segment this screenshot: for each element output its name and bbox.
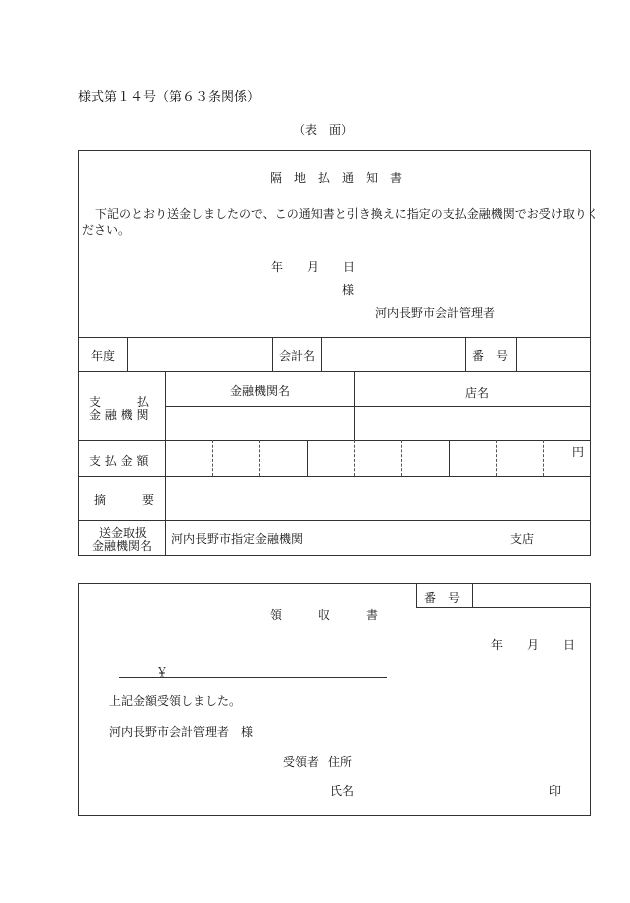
receipt-yen-symbol: ￥ [156,665,169,679]
summary-label: 摘 要 [94,493,155,507]
notice-date-day: 日 [343,260,356,274]
notice-honorific: 様 [342,283,355,297]
side-label: （表 面） [293,123,354,137]
account-name-label: 会計名 [279,349,316,363]
yen-unit: 円 [572,445,585,459]
form-number: 様式第１４号（第６３条関係） [78,90,261,105]
amount-underline [119,677,387,678]
bank-name-header: 金融機関名 [230,384,291,398]
recipient-label: 受領者 [283,755,320,769]
notice-date-year: 年 [271,260,284,274]
receipt-title: 領 収 書 [270,608,379,622]
notice-message-line1: 下記のとおり送金しましたので、この通知書と引き換えに指定の支払金融機関でお受け取りく [95,207,599,221]
paying-bank-label-top: 支 払 [89,395,150,409]
remit-bank-label-top: 送金取扱 [99,526,148,540]
fiscal-year-label: 年度 [91,349,116,363]
address-label: 住所 [328,755,353,769]
remit-bank-label-bottom: 金融機関名 [92,539,153,553]
notice-issuer: 河内長野市会計管理者 [375,306,496,320]
receipt-addressee: 河内長野市会計管理者 様 [109,725,254,739]
notice-message-line2: ださい。 [82,223,131,237]
receipt-date-day: 日 [563,638,576,652]
name-label: 氏名 [330,784,355,798]
amount-label: 支 払 金 額 [89,454,149,468]
paying-bank-label-bottom: 金 融 機 関 [89,408,149,422]
receipt-number-label: 番 号 [424,591,461,605]
remit-bank-name: 河内長野市指定金融機関 [171,532,304,546]
seal-mark: 印 [549,784,562,798]
receipt-date-year: 年 [491,638,504,652]
received-text: 上記金額受領しました。 [109,694,242,708]
notice-date-month: 月 [307,260,320,274]
branch-header: 店名 [465,386,490,400]
receipt-date-month: 月 [527,638,540,652]
remit-branch: 支店 [510,532,535,546]
number-label: 番 号 [472,349,509,363]
notice-title: 隔 地 払 通 知 書 [270,171,403,185]
